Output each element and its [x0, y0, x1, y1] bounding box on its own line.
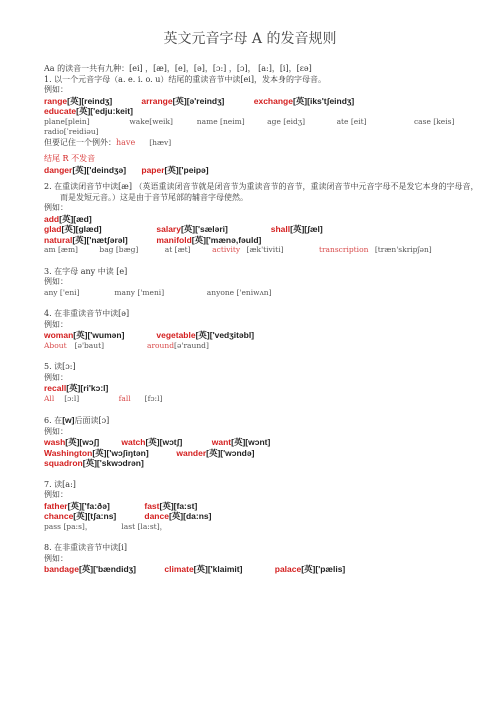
s4-heading: 4. 在非重读音节中读[ə]	[44, 309, 130, 318]
text-fragment: wake[weik]	[129, 116, 173, 126]
text-fragment: [英]['mænə,fəuld]	[191, 234, 262, 245]
text-fragment: wander	[176, 447, 207, 458]
word-entry	[156, 235, 261, 246]
text-fragment: squadron	[44, 458, 83, 468]
text-fragment: [英]['wɔndə]	[206, 447, 255, 458]
text-fragment: [ə'baut]	[74, 340, 105, 350]
text-fragment: [træn'skripʃən]	[374, 245, 432, 254]
s1-heading: 1. 以一个元音字母（a. e. i. o. u）结尾的重读音节中读[ei]，发本身的字母音。	[44, 74, 326, 84]
s8-example-label: 例如：	[44, 553, 68, 563]
word-entry	[144, 501, 197, 512]
text-fragment: [hæv]	[149, 137, 172, 147]
s1-r-heading: 结尾 R 不发音	[44, 154, 96, 163]
s7-example-label: 例如：	[44, 490, 68, 499]
s1-r-row	[44, 165, 484, 176]
text-fragment: [英][iks'tʃeindʒ]	[292, 95, 355, 106]
text-fragment: [ə'raund]	[174, 340, 209, 350]
word-entry	[44, 106, 133, 117]
text-fragment: 但要记住一个例外：	[44, 137, 116, 147]
text-fragment: Washington	[44, 447, 93, 458]
s2-row1	[44, 214, 484, 225]
text-fragment: am [æm]	[44, 245, 78, 254]
word-entry	[212, 437, 271, 448]
s6-row3	[44, 458, 484, 469]
text-fragment: woman	[44, 330, 74, 340]
s4-row1	[44, 330, 484, 341]
word-entry	[144, 511, 211, 522]
word-entry	[44, 96, 139, 107]
page-title: 英文元音字母 A 的发音规则	[163, 31, 337, 47]
s2-row2	[44, 224, 484, 235]
text-fragment: salary	[156, 224, 181, 234]
text-fragment: arrange	[141, 95, 173, 106]
text-fragment: chance	[44, 511, 74, 521]
text-fragment: [英]['skwɔdrən]	[82, 458, 144, 468]
s1-example-label: 例如：	[44, 85, 68, 94]
s7-row1	[44, 501, 484, 512]
text-fragment: climate	[164, 564, 194, 574]
text-fragment: [英]['edju:keit]	[76, 106, 133, 116]
s3-plain-row	[44, 288, 484, 299]
text-fragment: [英][reindʒ]	[67, 95, 113, 106]
text-fragment: recall	[44, 383, 67, 393]
text-fragment: [英]['nætʃərəl]	[72, 234, 128, 245]
word-entry	[44, 448, 174, 459]
text-fragment: range	[44, 95, 68, 106]
text-fragment: [英]['fa:ðə]	[67, 500, 110, 511]
word-entry	[44, 165, 139, 176]
text-fragment: [英][tʃa:ns]	[73, 511, 117, 521]
intro-line: Aa 的读音一共有九种：[ei] ，[æ]，[e]，[ə]，[ɔ:] ，[ɔ]， [a:]，[i]，[εə]	[44, 64, 312, 73]
text-fragment: All	[44, 393, 55, 403]
text-fragment: [w]	[62, 415, 75, 425]
text-fragment: glad	[44, 224, 62, 234]
text-fragment: 6. 在	[44, 416, 63, 425]
word-entry	[44, 383, 108, 394]
s7-plain-row	[44, 522, 484, 533]
text-fragment: [英][ʃæl]	[290, 224, 323, 234]
word-entry	[44, 235, 154, 246]
text-fragment: bandage	[44, 564, 79, 574]
s4-example-label: 例如：	[44, 319, 68, 329]
s2-plain-row	[44, 245, 484, 256]
s1-row1	[44, 96, 484, 107]
s5-heading: 5. 读[ɔ:]	[44, 362, 76, 371]
text-fragment: vegetable	[156, 330, 196, 340]
text-fragment: [英][wɔnt]	[231, 437, 271, 447]
text-fragment: exchange	[253, 95, 293, 106]
text-fragment: fast	[144, 500, 160, 511]
text-fragment: [英][fa:st]	[159, 500, 198, 511]
s1-radio: radio[ˈreidiəu]	[44, 127, 99, 136]
text-fragment: [fɔ:l]	[144, 393, 163, 403]
text-fragment: name [neim]	[196, 116, 245, 126]
word-entry	[44, 437, 119, 448]
text-fragment: [英]['peipə]	[164, 164, 209, 175]
text-fragment: around	[146, 340, 175, 350]
s8-heading: 8. 在非重读音节中读[i]	[44, 543, 127, 552]
text-fragment: last [la:st]，	[121, 521, 168, 531]
text-fragment: natural	[44, 234, 73, 245]
word-entry	[44, 458, 144, 469]
text-fragment: case [keis]	[413, 116, 455, 126]
text-fragment: [英]['wumən]	[73, 330, 125, 340]
word-entry	[44, 564, 162, 575]
word-entry	[156, 224, 268, 235]
text-fragment: have	[116, 137, 136, 147]
s8-row1	[44, 564, 484, 575]
s1-row2	[44, 106, 484, 117]
text-fragment: [英]['deindʒə]	[72, 164, 127, 175]
s6-row1	[44, 437, 484, 448]
text-fragment: anyone ['eniwʌn]	[206, 287, 272, 297]
text-fragment: add	[44, 213, 60, 224]
s2-heading: 2. 在重读闭音节中读[æ] （英语重读闭音节就是闭音节为重读音节的音节，重读闭音节中元音字母不是发它本身的字母音，而是发短元音。）这是由于音节尾部的辅音字母使然。	[44, 182, 479, 202]
text-fragment: bag [bæɡ]	[99, 245, 139, 254]
text-fragment: manifold	[156, 234, 192, 245]
text-fragment: watch	[121, 437, 146, 447]
s1-exception	[44, 138, 484, 149]
text-fragment: plane[plein]	[44, 116, 90, 126]
text-fragment: About	[44, 340, 67, 350]
text-fragment: [英][da:ns]	[168, 511, 212, 521]
word-entry	[176, 448, 254, 459]
s3-heading: 3. 在字母 any 中读 [e]	[44, 266, 128, 276]
text-fragment: any ['eni]	[44, 287, 80, 297]
text-fragment: [英]['bændidʒ]	[78, 564, 136, 574]
text-fragment: father	[44, 500, 68, 511]
document-body	[44, 64, 484, 575]
text-fragment: [æk'tiviti]	[246, 245, 284, 254]
word-entry	[141, 165, 208, 176]
text-fragment: [英][ri'kɔ:l]	[66, 383, 109, 393]
word-entry	[156, 330, 254, 341]
text-fragment: [英][wɔʃ]	[65, 437, 100, 447]
word-entry	[254, 96, 355, 107]
word-entry	[121, 437, 209, 448]
text-fragment: [英][ə'reindʒ]	[172, 95, 225, 106]
s7-heading: 7. 读[a:]	[44, 479, 76, 489]
text-fragment: fall	[118, 393, 131, 403]
text-fragment: at [æt]	[164, 245, 191, 254]
word-entry	[44, 511, 142, 522]
text-fragment: shall	[270, 224, 291, 234]
s6-row2	[44, 448, 484, 459]
s7-row2	[44, 511, 484, 522]
word-entry	[271, 224, 323, 235]
text-fragment: age [eidʒ]	[267, 116, 305, 126]
word-entry	[44, 330, 154, 341]
text-fragment: [英]['pælis]	[301, 564, 346, 574]
s2-example-label: 例如：	[44, 203, 68, 212]
text-fragment: wash	[44, 437, 66, 447]
s2-row3	[44, 235, 484, 246]
text-fragment: [英][æd]	[59, 213, 92, 224]
word-entry	[141, 96, 251, 107]
word-entry	[44, 501, 142, 512]
text-fragment: [ɔ:l]	[64, 393, 80, 403]
text-fragment: pass [pa:s]，	[44, 521, 93, 531]
s5-example-label: 例如：	[44, 372, 68, 382]
text-fragment: [英][glæd]	[61, 224, 102, 234]
text-fragment: want	[211, 437, 232, 447]
word-entry	[44, 214, 92, 225]
text-fragment: ate [eit]	[336, 116, 367, 126]
text-fragment: [英][wɔtʃ]	[145, 437, 183, 447]
text-fragment: paper	[141, 164, 165, 175]
s4-plain-row	[44, 341, 484, 352]
text-fragment: transcription	[318, 245, 369, 254]
s6-heading	[44, 415, 484, 427]
s5-row1	[44, 383, 484, 394]
text-fragment: [英]['wɔʃiŋtən]	[92, 447, 149, 458]
text-fragment: [英]['vedʒitəbl]	[195, 330, 255, 340]
text-fragment: activity	[212, 245, 241, 254]
s1-plain-row	[44, 117, 484, 128]
text-fragment: 后面读[ɔ]	[74, 416, 110, 425]
text-fragment: dance	[144, 511, 169, 521]
text-fragment: many ['meni]	[114, 287, 165, 297]
word-entry	[275, 564, 346, 575]
text-fragment: educate	[44, 106, 77, 116]
word-entry	[44, 224, 154, 235]
s5-plain-row	[44, 394, 484, 405]
text-fragment: palace	[274, 564, 302, 574]
word-entry	[164, 564, 272, 575]
s3-example-label: 例如：	[44, 277, 68, 286]
text-fragment: danger	[44, 164, 73, 175]
text-fragment: [英]['klaimit]	[193, 564, 243, 574]
s6-example-label: 例如：	[44, 426, 68, 436]
text-fragment: [英]['sæləri]	[180, 224, 228, 234]
